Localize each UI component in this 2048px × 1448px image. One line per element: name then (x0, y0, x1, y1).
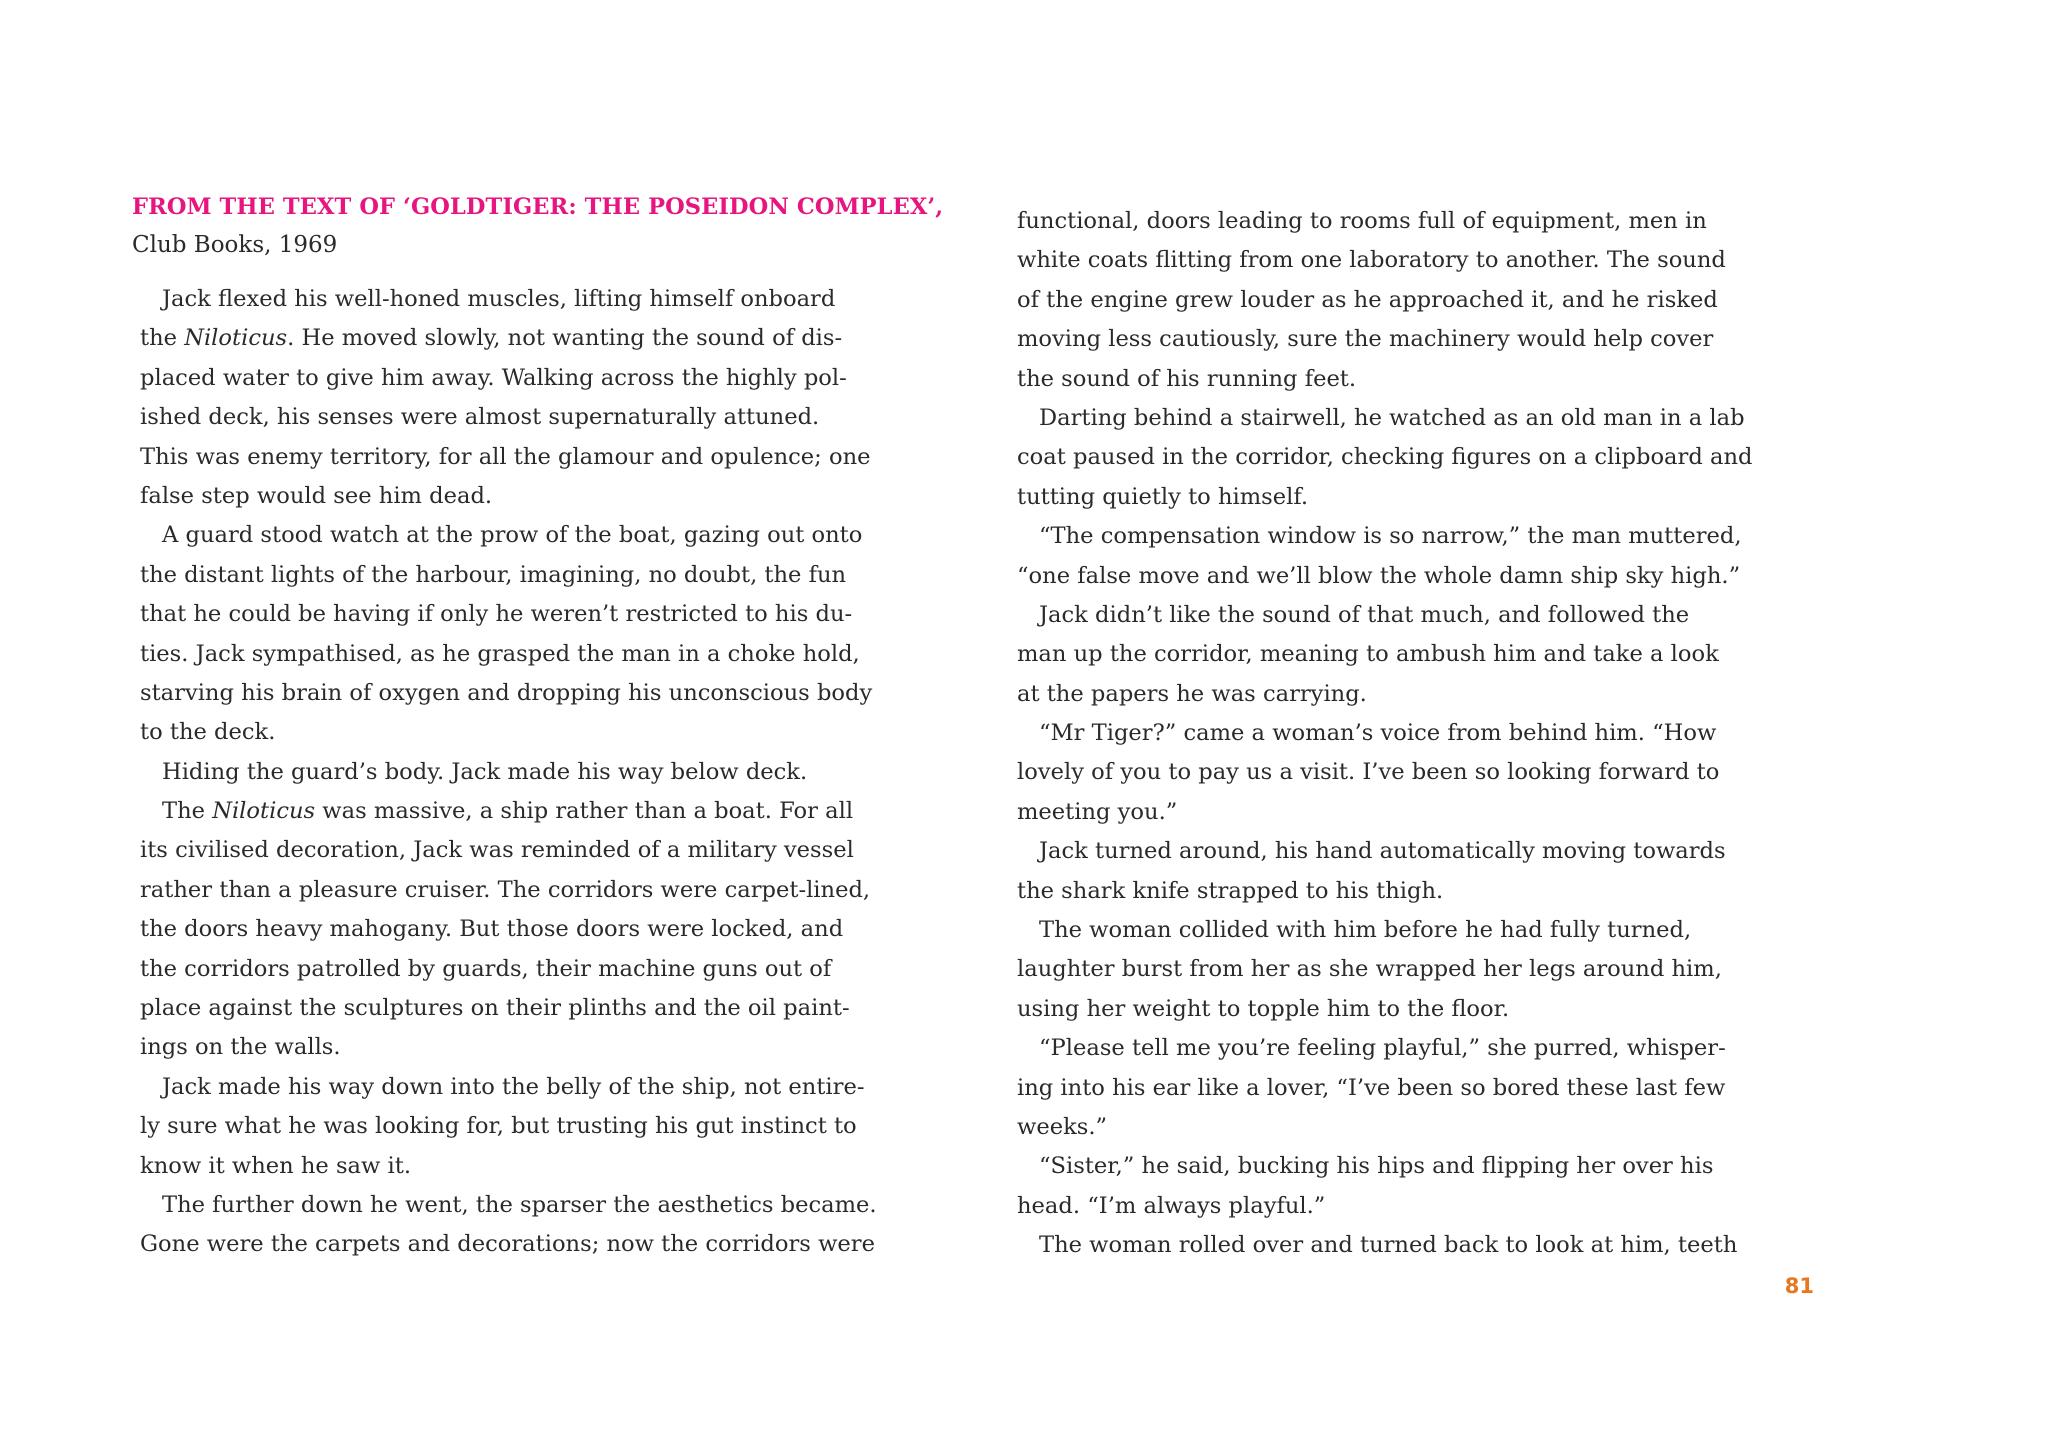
text-line (140, 792, 1020, 831)
text-segment: “Please tell me you’re feeling playful,” she purred, whisper- (1039, 1035, 1726, 1062)
text-line (1017, 399, 1897, 438)
text-segment: tutting quietly to himself. (1017, 483, 1309, 510)
text-segment: the corridors patrolled by guards, their machine guns out of (140, 955, 832, 982)
text-line (140, 831, 1020, 870)
text-line (1017, 596, 1897, 635)
text-segment: ing into his ear like a lover, “I’ve been so bored these last few (1017, 1074, 1726, 1101)
text-segment: Gone were the carpets and decorations; now the corridors were (140, 1231, 875, 1258)
text-segment: “one false move and we’ll blow the whole damn ship sky high.” (1017, 562, 1741, 589)
text-line (1017, 872, 1897, 911)
text-segment: man up the corridor, meaning to ambush him and take a look (1017, 641, 1719, 668)
text-line (1017, 241, 1897, 280)
text-segment: false step would see him dead. (140, 482, 493, 509)
text-line (140, 359, 1020, 398)
text-segment: A guard stood watch at the prow of the boat, gazing out onto (162, 522, 863, 549)
text-segment: the doors heavy mahogany. But those doors were locked, and (140, 916, 844, 943)
text-segment: head. “I’m always playful.” (1017, 1192, 1326, 1219)
text-segment: Darting behind a stairwell, he watched as an old man in a lab (1039, 404, 1745, 431)
text-segment: The woman collided with him before he had fully turned, (1039, 917, 1692, 944)
text-segment: at the papers he was carrying. (1017, 680, 1367, 707)
text-segment: Hiding the guard’s body. Jack made his way below deck. (162, 758, 808, 785)
text-segment: ties. Jack sympathised, as he grasped the man in a choke hold, (140, 640, 860, 667)
text-line (1017, 793, 1897, 832)
text-line (140, 713, 1020, 752)
text-line (1017, 478, 1897, 517)
text-line (1017, 1147, 1897, 1186)
text-line (1017, 1226, 1897, 1265)
text-segment: Jack flexed his well-honed muscles, lifting himself onboard (162, 286, 836, 312)
text-segment: . He moved slowly, not wanting the sound of dis- (287, 325, 843, 352)
text-line (1017, 438, 1897, 477)
text-line (140, 319, 1020, 358)
text-line (1017, 360, 1897, 399)
text-line (140, 438, 1020, 477)
italic-text: Niloticus (212, 798, 316, 825)
text-segment: meeting you.” (1017, 798, 1178, 825)
text-line (1017, 990, 1897, 1029)
text-segment: The woman rolled over and turned back to look at him, teeth (1039, 1232, 1738, 1259)
text-segment: Jack didn’t like the sound of that much, and followed the (1039, 601, 1690, 628)
text-line (140, 1028, 1020, 1067)
text-segment: The further down he went, the sparser the aesthetics became. (162, 1191, 877, 1218)
text-segment: The (162, 798, 213, 825)
text-segment: placed water to give him away. Walking across the highly pol- (140, 364, 847, 391)
text-line (1017, 281, 1897, 320)
text-line (140, 1107, 1020, 1146)
text-segment: functional, doors leading to rooms full of equipment, men in (1017, 208, 1707, 234)
page-number: 81 (1784, 1274, 1814, 1298)
text-segment: Jack made his way down into the belly of the ship, not entire- (162, 1073, 865, 1100)
text-segment: Jack turned around, his hand automatically moving towards (1039, 838, 1726, 865)
text-line (1017, 1069, 1897, 1108)
text-segment: of the engine grew louder as he approached it, and he risked (1017, 286, 1718, 313)
text-line (1017, 950, 1897, 989)
right-text-column (1017, 202, 1897, 1266)
text-segment: to the deck. (140, 719, 276, 746)
text-line (1017, 1108, 1897, 1147)
text-segment: “The compensation window is so narrow,” the man muttered, (1039, 523, 1742, 550)
text-segment: “Sister,” he said, bucking his hips and flipping her over his (1039, 1153, 1714, 1180)
text-line (140, 871, 1020, 910)
left-text-column (140, 280, 1020, 1265)
text-line (140, 1068, 1020, 1107)
text-segment: white coats flitting from one laboratory to another. The sound (1017, 247, 1726, 274)
text-line (1017, 635, 1897, 674)
text-segment: its civilised decoration, Jack was reminded of a military vessel (140, 837, 854, 864)
text-segment: coat paused in the corridor, checking figures on a clipboard and (1017, 444, 1753, 471)
text-line (1017, 1029, 1897, 1068)
text-line (1017, 753, 1897, 792)
text-segment: know it when he saw it. (140, 1152, 412, 1179)
text-line (1017, 557, 1897, 596)
text-line (140, 989, 1020, 1028)
text-line (1017, 911, 1897, 950)
text-line (140, 516, 1020, 555)
excerpt-heading: FROM THE TEXT OF ‘GOLDTIGER: THE POSEIDON COMPLEX’, (132, 194, 944, 220)
text-segment: starving his brain of oxygen and dropping his unconscious body (140, 679, 873, 706)
text-segment: moving less cautiously, sure the machinery would help cover (1017, 326, 1714, 353)
text-segment: rather than a pleasure cruiser. The corridors were carpet-lined, (140, 876, 871, 903)
text-segment: laughter burst from her as she wrapped her legs around him, (1017, 956, 1722, 983)
italic-text: Niloticus (184, 325, 288, 352)
text-line (1017, 202, 1897, 241)
text-line (1017, 675, 1897, 714)
text-line (140, 1147, 1020, 1186)
text-line (140, 280, 1020, 319)
text-line (140, 477, 1020, 516)
text-segment: place against the sculptures on their plinths and the oil paint- (140, 995, 850, 1022)
text-line (140, 595, 1020, 634)
text-line (140, 1186, 1020, 1225)
text-segment: ly sure what he was looking for, but trusting his gut instinct to (140, 1113, 857, 1140)
text-segment: “Mr Tiger?” came a woman’s voice from behind him. “How (1039, 720, 1717, 747)
text-line (140, 753, 1020, 792)
text-line (1017, 832, 1897, 871)
text-segment: weeks.” (1017, 1113, 1108, 1140)
text-segment: lovely of you to pay us a visit. I’ve been so looking forward to (1017, 759, 1720, 786)
text-line (140, 398, 1020, 437)
text-line (140, 910, 1020, 949)
text-line (1017, 517, 1897, 556)
text-line (140, 950, 1020, 989)
text-segment: This was enemy territory, for all the glamour and opulence; one (140, 443, 871, 470)
text-segment: the sound of his running feet. (1017, 365, 1357, 392)
text-line (140, 635, 1020, 674)
text-segment: that he could be having if only he weren’t restricted to his du- (140, 601, 853, 628)
text-segment: the (140, 325, 185, 352)
text-segment: was massive, a ship rather than a boat. For all (315, 798, 854, 825)
text-line (140, 556, 1020, 595)
text-line (1017, 714, 1897, 753)
text-segment: ished deck, his senses were almost supernaturally attuned. (140, 404, 820, 431)
text-segment: the shark knife strapped to his thigh. (1017, 877, 1444, 904)
text-line (140, 674, 1020, 713)
text-segment: using her weight to topple him to the floor. (1017, 995, 1510, 1022)
text-line (1017, 1187, 1897, 1226)
text-line (140, 1225, 1020, 1264)
excerpt-source: Club Books, 1969 (132, 232, 338, 258)
text-line (1017, 320, 1897, 359)
text-segment: the distant lights of the harbour, imagining, no doubt, the fun (140, 561, 847, 588)
text-segment: ings on the walls. (140, 1034, 341, 1061)
